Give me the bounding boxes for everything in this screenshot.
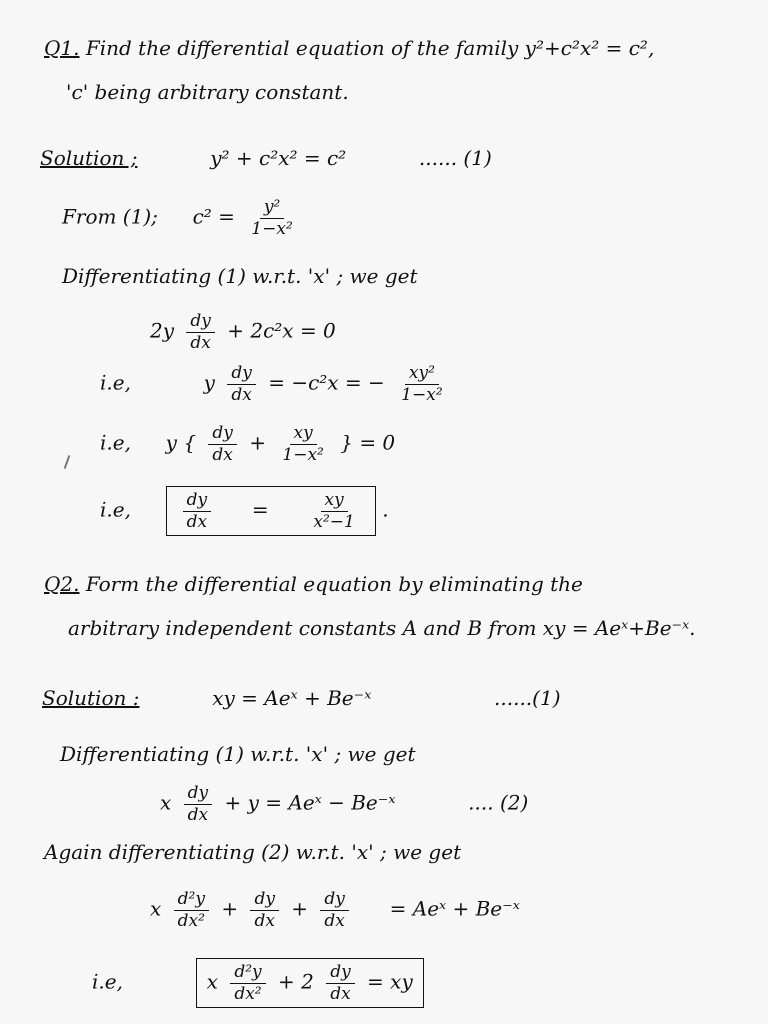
q1-answer-numerator: dy [183,491,212,512]
q1-ie-2: i.e, [100,430,131,455]
q2-answer-numerator-2: dy [326,963,355,984]
q1-c2-fraction [247,198,296,238]
q2-equation-2-line [160,784,528,824]
q1-derivative-line-1 [150,312,336,352]
q2-answer-fraction-2 [326,963,355,1003]
q2-statement-line-2 [68,616,696,640]
q1-diff-text: Differentiating (1) w.r.t. 'x' ; we get [62,264,418,288]
q1-d1-b: + 2c²x = 0 [227,318,336,343]
q1-c2-line [62,198,303,238]
q2-answer-b: = xy [367,969,413,994]
q1-solution-line [40,146,492,170]
q2-e3-fraction [174,890,209,930]
q1-d2-numerator: dy [227,364,256,385]
q1-d1-denominator: dx [190,332,211,353]
q2-equation-1: xy = Aeˣ + Be⁻ˣ [212,686,372,710]
q2-e3-denominator: dx² [177,910,205,931]
q2-e3-denominator-3: dx [324,910,345,931]
q1-d3-fraction [208,424,237,464]
q1-equation-1-ref: ...... (1) [418,146,492,170]
q2-diff-line [60,742,416,766]
q2-answer-numerator: d²y [230,963,265,984]
q2-answer-mid: + 2 [277,969,314,994]
q1-statement-line-2 [66,80,349,104]
q2-e3-numerator: d²y [174,890,209,911]
q1-diff-line [62,264,418,288]
q2-e2-numerator: dy [184,784,213,805]
q2-e2-fraction [184,784,213,824]
q2-statement-text-2: arbitrary independent constants A and B from xy = Aeˣ+Be⁻ˣ. [68,616,696,640]
q2-diff-text: Differentiating (1) w.r.t. 'x' ; we get [60,742,416,766]
q1-d3-numerator: dy [208,424,237,445]
q1-c2-denominator: 1−x² [251,218,293,239]
q1-answer-dot: . [382,497,389,522]
q2-again-text: Again differentiating (2) w.r.t. 'x' ; we get [44,840,462,864]
q1-d1-numerator: dy [186,312,215,333]
q1-d2-fraction [227,364,256,404]
q1-c2-numerator: y² [260,198,284,219]
q2-solution-label: Solution : [42,686,140,710]
q1-c2-lhs: c² = [192,204,235,229]
q1-d1-a: 2y [150,318,175,343]
q1-derivative-line-3 [100,424,395,464]
q2-answer-line [92,958,424,1008]
q2-answer-denominator-2: dx [330,983,351,1004]
q1-d2-denominator: dx [231,384,252,405]
q2-e3-plus-1: + [221,896,239,921]
q2-e3-denominator-2: dx [254,910,275,931]
q1-d3-b: } = 0 [340,430,396,455]
q2-e2-a: x [160,790,172,815]
q1-statement-text-1: Find the differential equation of the family y²+c²x² = c², [85,36,655,60]
q1-solution-label: Solution ; [40,146,138,170]
q2-statement-text-1: Form the differential equation by eliminating the [85,572,583,596]
q1-d2-denominator-2: 1−x² [401,384,443,405]
q1-d3-plus: + [249,430,267,455]
q2-e3-a: x [150,896,162,921]
q1-ie-1: i.e, [100,370,131,395]
q2-answer-fraction [230,963,265,1003]
q1-statement-text-2: 'c' being arbitrary constant. [66,80,349,104]
q1-d2-fraction-2 [397,364,446,404]
q1-ie-3: i.e, [100,497,131,522]
q1-d1-fraction [186,312,215,352]
q1-answer-equals: = [251,497,269,522]
q1-d3-a: y { [165,430,197,455]
q2-equation-1-ref: ......(1) [494,686,561,710]
q2-answer-a: x [206,969,218,994]
q1-answer-denominator-2: x²−1 [313,511,355,532]
q1-derivative-line-2 [100,364,453,404]
q1-label: Q1. [44,36,80,60]
q2-e3-numerator-3: dy [320,890,349,911]
q2-equation-3-line [150,890,520,930]
q2-e3-numerator-2: dy [250,890,279,911]
q1-d3-fraction-2 [278,424,327,464]
q1-answer-line [100,486,389,536]
q1-d2-numerator-2: xy² [405,364,439,385]
q2-e3-plus-2: + [291,896,309,921]
q2-label: Q2. [44,572,80,596]
q2-again-line [44,840,461,864]
q1-statement-line-1 [44,36,654,60]
q1-answer-fraction [183,491,212,531]
q1-d3-denominator: dx [212,444,233,465]
q2-statement-line-1 [44,572,583,596]
q1-d2-a: y [203,370,215,395]
q2-e3-fraction-2 [250,890,279,930]
q1-answer-box [166,486,376,536]
q1-d3-numerator-2: xy [290,424,317,445]
q2-e2-b: + y = Aeˣ − Be⁻ˣ [224,790,396,815]
q2-e3-b: = Aeˣ + Be⁻ˣ [389,896,520,921]
q1-answer-numerator-2: xy [321,491,348,512]
q2-e2-ref: .... (2) [468,790,529,815]
q2-ie: i.e, [92,969,123,994]
pen-stroke-mark [64,455,71,469]
q1-equation-1: y² + c²x² = c² [210,146,347,170]
q1-d3-denominator-2: 1−x² [282,444,324,465]
q2-e2-denominator: dx [187,804,209,825]
q1-answer-fraction-2 [309,491,358,531]
q1-from-label: From (1); [62,204,158,229]
q2-answer-box [196,958,424,1008]
q2-answer-denominator: dx² [234,983,262,1004]
q1-d2-b: = −c²x = − [268,370,385,395]
q1-answer-denominator: dx [186,511,208,532]
q2-e3-fraction-3 [320,890,349,930]
q2-solution-line [42,686,561,710]
